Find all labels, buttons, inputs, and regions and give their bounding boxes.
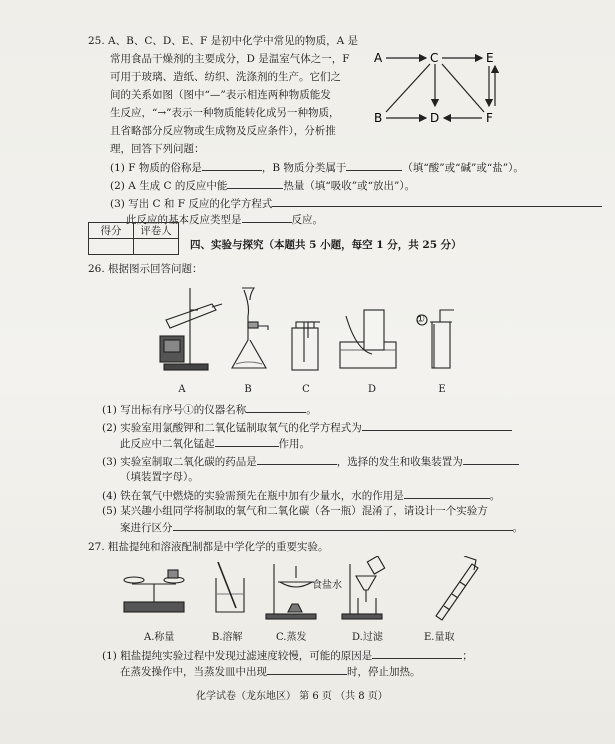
q26-sub5: (5) 某兴趣小组同学将制取的氧气和二氧化碳（各一瓶）混淆了，请设计一个实验方 — [102, 505, 488, 517]
label-apparatus-e: E — [438, 384, 446, 395]
section-title: 四、实验与探究（本题共 5 小题，每空 1 分，共 25 分） — [190, 239, 462, 251]
answer-blank[interactable] — [227, 178, 283, 189]
apparatus-a — [160, 288, 222, 370]
answer-blank[interactable] — [215, 436, 279, 447]
q27-sub1-b: 在蒸发操作中，当蒸发皿中出现 时，停止加热。 — [120, 666, 421, 678]
q27-title: 27. 粗盐提纯和溶液配制都是中学化学的重要实验。 — [88, 541, 329, 553]
apparatus-b — [232, 288, 268, 368]
label-apparatus-a: A — [178, 384, 186, 395]
q25-sub3: (3) 写出 C 和 F 反应的化学方程式 — [110, 196, 602, 211]
q25-line-6: 且省略部分反应物或生成物及反应条件），分析推 — [110, 125, 336, 137]
q26-title: 26. 根据图示回答问题： — [88, 263, 203, 275]
node-e: E — [486, 51, 494, 65]
q25-sub2: (2) A 生成 C 的反应中能 热量（填“吸收”或“放出”）。 — [110, 180, 416, 192]
evaporation-icon — [266, 564, 316, 619]
answer-blank[interactable] — [404, 488, 490, 499]
answer-blank[interactable] — [272, 196, 602, 207]
salt-water-label: 食盐水 — [312, 580, 342, 591]
label-filtration: D.过滤 — [352, 632, 383, 643]
answer-blank[interactable] — [362, 420, 512, 431]
label-measuring: E.量取 — [424, 632, 455, 643]
node-b: B — [374, 111, 383, 125]
answer-blank[interactable] — [372, 648, 462, 659]
apparatus-c — [292, 322, 320, 370]
node-c: C — [430, 51, 439, 65]
q26-sub2: (2) 实验室用氯酸钾和二氧化锰制取氧气的化学方程式为 — [102, 420, 512, 435]
q25-line-2: 常用食品干燥剂的主要成分，D 是温室气体之一，F — [110, 53, 350, 65]
edge-c-b — [386, 64, 430, 112]
q25-line-5: 生反应，“→”表示一种物质能转化成另一种物质， — [110, 107, 340, 119]
beaker-dissolve-icon — [216, 562, 244, 612]
label-apparatus-d: D — [367, 384, 377, 395]
answer-blank[interactable] — [242, 212, 292, 223]
q27-apparatus — [120, 556, 490, 624]
q25-line-1: 25. A、B、C、D、E、F 是初中化学中常见的物质，A 是 — [88, 35, 358, 47]
answer-blank[interactable] — [463, 454, 519, 465]
node-f: F — [486, 111, 493, 125]
q26-sub1: (1) 写出标有序号①的仪器名称 。 — [102, 404, 317, 416]
q26-sub2-b: 此反应中二氧化锰起 作用。 — [120, 438, 310, 450]
apparatus-d — [340, 310, 396, 368]
edge-c-f — [442, 64, 484, 112]
q26-sub3: (3) 实验室制取二氧化碳的药品是 ，选择的发生和收集装置为 — [102, 454, 519, 469]
answer-blank[interactable] — [346, 160, 402, 171]
grader-cell[interactable] — [134, 239, 179, 255]
label-evaporation: C.蒸发 — [276, 632, 307, 643]
label-dissolving: B.溶解 — [212, 632, 243, 643]
q25-line-3: 可用于玻璃、造纸、纺织、洗涤剂的生产。它们之 — [110, 71, 341, 83]
score-cell[interactable] — [89, 239, 134, 255]
q26-sub4: (4) 铁在氧气中燃烧的实验需预先在瓶中加有少量水，水的作用是 。 — [102, 490, 501, 502]
q25-line-4: 间的关系如图（图中“—”表示相连两种物质能发 — [110, 89, 331, 101]
q26-sub5-b: 案进行区分 。 — [120, 522, 523, 534]
score-table — [88, 222, 179, 255]
page-footer: 化学试卷（龙东地区） 第 6 页 （共 8 页） — [196, 691, 388, 702]
node-d: D — [430, 111, 440, 125]
score-header: 得分 — [89, 223, 134, 239]
answer-blank[interactable] — [202, 160, 262, 171]
marker-1: ① — [416, 314, 425, 325]
answer-blank[interactable] — [267, 664, 347, 675]
q25-sub3-type: 此反应的基本反应类型是 反应。 — [126, 214, 323, 226]
answer-blank[interactable] — [257, 454, 337, 465]
answer-blank[interactable] — [173, 520, 513, 531]
q25-line-7: 理，回答下列问题： — [110, 143, 205, 155]
node-a: A — [374, 51, 383, 65]
q26-apparatus — [150, 280, 480, 385]
label-apparatus-b: B — [244, 384, 252, 395]
grader-header: 评卷人 — [134, 223, 179, 239]
filtration-icon — [342, 556, 385, 619]
label-weighing: A.称量 — [144, 632, 175, 643]
q27-sub1: (1) 粗盐提纯实验过程中发现过滤速度较慢，可能的原因是 ； — [102, 650, 473, 662]
graduated-cylinder-icon — [436, 556, 478, 620]
answer-blank[interactable] — [246, 402, 306, 413]
scale-icon — [124, 570, 184, 612]
label-apparatus-c: C — [302, 384, 310, 395]
q26-sub3-b: （填装置字母）。 — [120, 471, 199, 483]
relationship-diagram — [368, 40, 508, 140]
q25-sub1: (1) F 物质的俗称是 ，B 物质分类属于 （填“酸”或“碱”或“盐”）。 — [110, 162, 524, 174]
